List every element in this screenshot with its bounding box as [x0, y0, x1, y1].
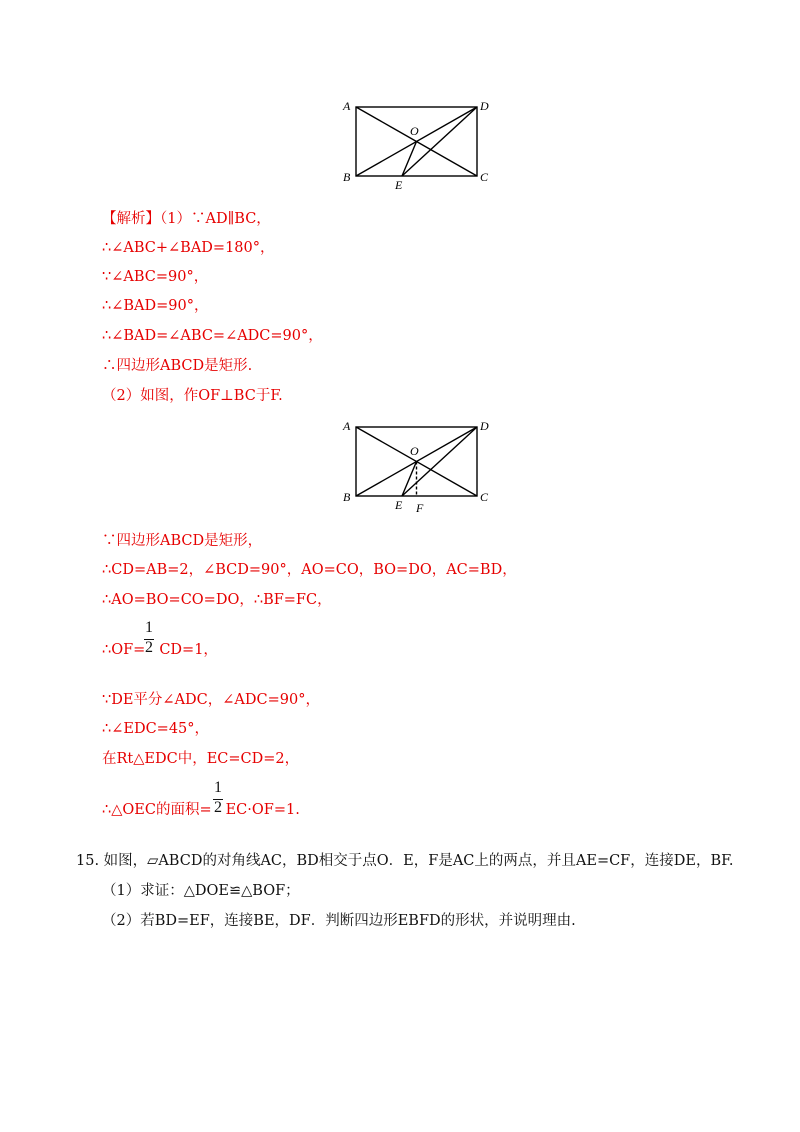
- problem-15-stem: [76, 851, 734, 871]
- fraction-denominator-2: 2: [214, 799, 222, 816]
- label-a: A: [343, 419, 351, 433]
- label-c: C: [480, 490, 489, 504]
- label-d: D: [480, 99, 489, 113]
- solution-line-2: ∴∠ABC+∠BAD=180°，: [102, 240, 275, 256]
- label-o: O: [410, 124, 419, 138]
- fraction-denominator: 2: [145, 639, 153, 656]
- problem-15-part-1: （1）求证：△DOE≌△BOF；: [102, 883, 300, 899]
- label-b: B: [343, 490, 351, 504]
- label-c: C: [480, 170, 489, 184]
- solution-line-4: ∴∠BAD=90°，: [102, 298, 209, 314]
- solution-line-15: [102, 800, 300, 820]
- label-a: A: [343, 99, 351, 113]
- solution-line-5: ∴∠BAD=∠ABC=∠ADC=90°，: [102, 328, 323, 344]
- label-o: O: [410, 444, 419, 458]
- fraction-numerator: 1: [145, 619, 153, 636]
- solution-line-7: （2）如图，作OF⊥BC于F.: [102, 388, 283, 404]
- label-e: E: [395, 178, 403, 192]
- solution-line-10: ∴AO=BO=CO=DO，∴BF=FC，: [102, 592, 332, 608]
- ec-of-text: EC·OF=1.: [225, 802, 300, 818]
- solution-line-6: ∴四边形ABCD是矩形.: [102, 358, 253, 374]
- solution-line-13: ∴∠EDC=45°，: [102, 721, 210, 737]
- solution-line-8: ∵四边形ABCD是矩形，: [102, 533, 263, 549]
- figure-rectangle-1: [335, 95, 500, 195]
- label-b: B: [343, 170, 351, 184]
- solution-line-1: 【解析】（1）∵AD∥BC，: [102, 211, 271, 227]
- solution-line-3: ∵∠ABC=90°，: [102, 269, 209, 285]
- problem-15-part-2: （2）若BD=EF，连接BE，DF．判断四边形EBFD的形状，并说明理由.: [102, 913, 576, 929]
- figure-rectangle-2: [335, 415, 500, 515]
- label-e: E: [395, 498, 403, 512]
- area-text: ∴△OEC的面积=: [102, 802, 212, 818]
- solution-line-11: [102, 640, 218, 660]
- solution-line-9: ∴CD=AB=2，∠BCD=90°，AO=CO，BO=DO，AC=BD，: [102, 562, 517, 578]
- solution-line-12: ∵DE平分∠ADC，∠ADC=90°，: [102, 692, 320, 708]
- label-d: D: [480, 419, 489, 433]
- cd-text: CD=1，: [159, 642, 218, 658]
- of-text: ∴OF=: [102, 642, 146, 658]
- label-f: F: [416, 501, 424, 515]
- solution-line-14: 在Rt△EDC中，EC=CD=2，: [102, 751, 300, 767]
- problem-number: 15.: [76, 853, 100, 869]
- fraction-numerator-2: 1: [214, 779, 222, 796]
- problem-stem: 如图，▱ABCD的对角线AC，BD相交于点O．E，F是AC上的两点，并且AE=CF，连接DE，BF.: [103, 853, 734, 869]
